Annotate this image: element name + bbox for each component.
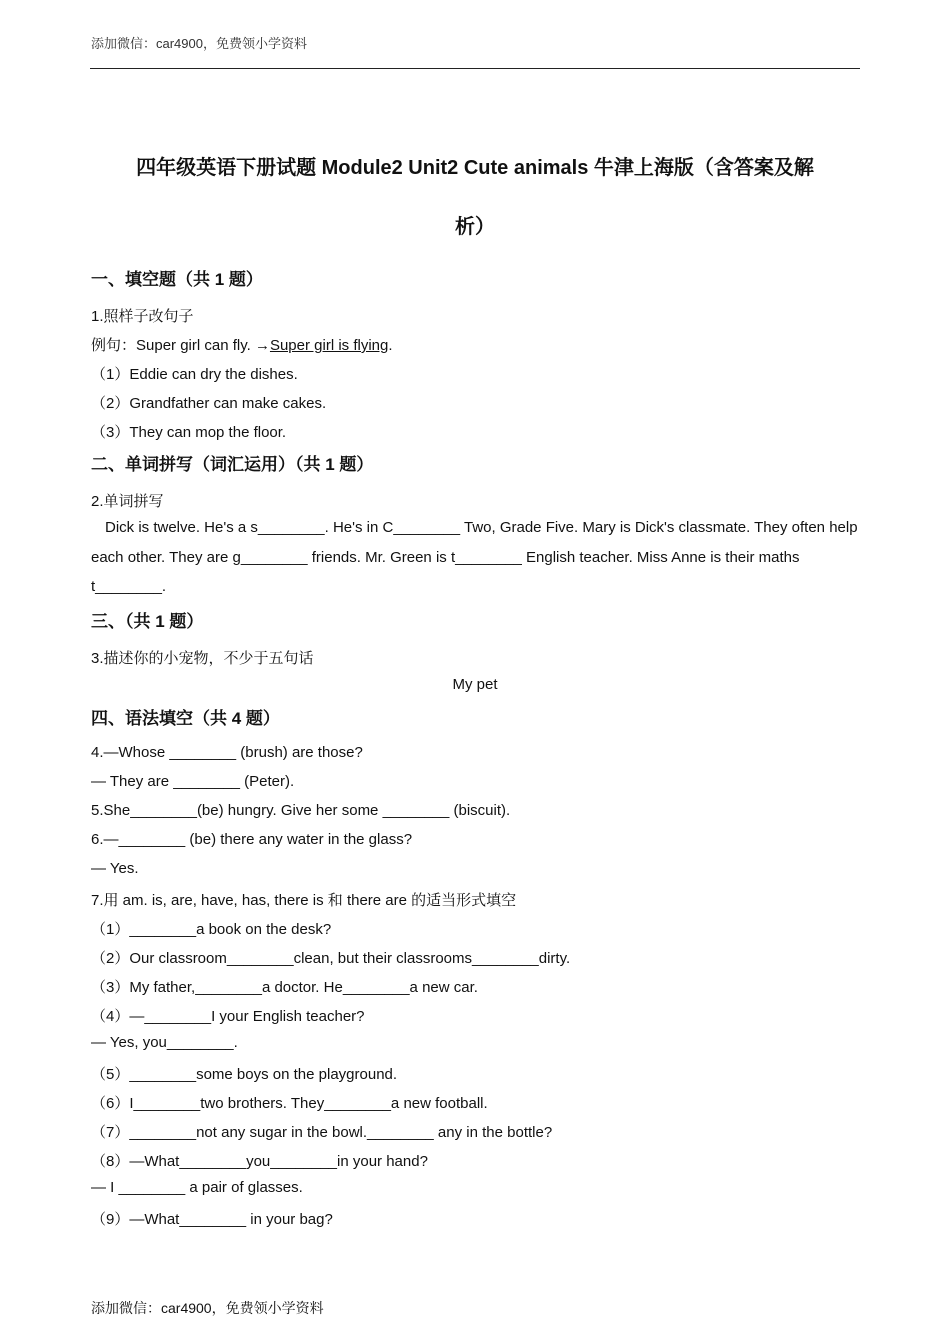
- question-1-item: （1）Eddie can dry the dishes.: [91, 366, 298, 383]
- grammar-line: — They are ________ (Peter).: [91, 773, 295, 790]
- question-1-prompt: 1.照样子改句子: [91, 308, 194, 325]
- grammar-line: 4.—Whose ________ (brush) are those?: [91, 744, 363, 761]
- example-suffix: .: [388, 337, 393, 354]
- grammar-line: （9）—What________ in your bag?: [91, 1211, 333, 1228]
- section-heading-3: 三、（共 1 题）: [91, 612, 204, 631]
- grammar-line: — Yes.: [91, 860, 139, 877]
- question-3-subtitle: My pet: [452, 676, 498, 693]
- grammar-line: 7.用 am. is, are, have, has, there is 和 there are 的适当形式填空: [91, 892, 517, 909]
- question-1-item: （2）Grandfather can make cakes.: [91, 395, 327, 412]
- grammar-line: 5.She________(be) hungry. Give her some ________ (biscuit).: [91, 802, 511, 819]
- example-prefix: 例句：Super girl can fly. →: [91, 337, 270, 354]
- grammar-line: （3）My father,________a doctor. He________a new car.: [91, 979, 478, 996]
- grammar-line: （5）________some boys on the playground.: [91, 1066, 398, 1083]
- grammar-line: （1）________a book on the desk?: [91, 921, 332, 938]
- grammar-line: （7）________not any sugar in the bowl.________ any in the bottle?: [91, 1124, 553, 1141]
- grammar-line: 6.—________ (be) there any water in the glass?: [91, 831, 413, 848]
- grammar-line: （4）—________I your English teacher?: [91, 1008, 365, 1025]
- question-2-prompt: 2.单词拼写: [91, 493, 164, 510]
- grammar-line: （8）—What________you________in your hand?: [91, 1153, 428, 1170]
- section-heading-1: 一、填空题（共 1 题）: [91, 270, 263, 289]
- document-title-continued: 析）: [455, 216, 495, 238]
- section-heading-2: 二、单词拼写（词汇运用）（共 1 题）: [91, 455, 374, 474]
- question-2-passage: Dick is twelve. He's a s________. He's in C________ Two, Grade Five. Mary is Dick's classmate. They often help each other. They are g________ friends. Mr. Green is t________ English teacher. Miss Anne is their maths t________.: [91, 519, 858, 596]
- header-divider: [90, 68, 860, 69]
- grammar-line: — Yes, you________.: [91, 1034, 238, 1051]
- grammar-line: — I ________ a pair of glasses.: [91, 1179, 303, 1196]
- page-footer: 添加微信：car4900，免费领小学资料: [91, 1300, 324, 1316]
- grammar-line: （2）Our classroom________clean, but their classrooms________dirty.: [91, 950, 571, 967]
- question-1-example: [91, 334, 393, 355]
- document-title: 四年级英语下册试题 Module2 Unit2 Cute animals 牛津上海版（含答案及解: [136, 157, 814, 179]
- question-1-item: （3）They can mop the floor.: [91, 424, 287, 441]
- section-heading-4: 四、语法填空（共 4 题）: [91, 709, 280, 728]
- page-header: 添加微信：car4900，免费领小学资料: [91, 36, 307, 51]
- grammar-line: （6）I________two brothers. They________a new football.: [91, 1095, 488, 1112]
- question-3-prompt: 3.描述你的小宠物，不少于五句话: [91, 650, 314, 667]
- example-answer: Super girl is flying: [269, 337, 389, 354]
